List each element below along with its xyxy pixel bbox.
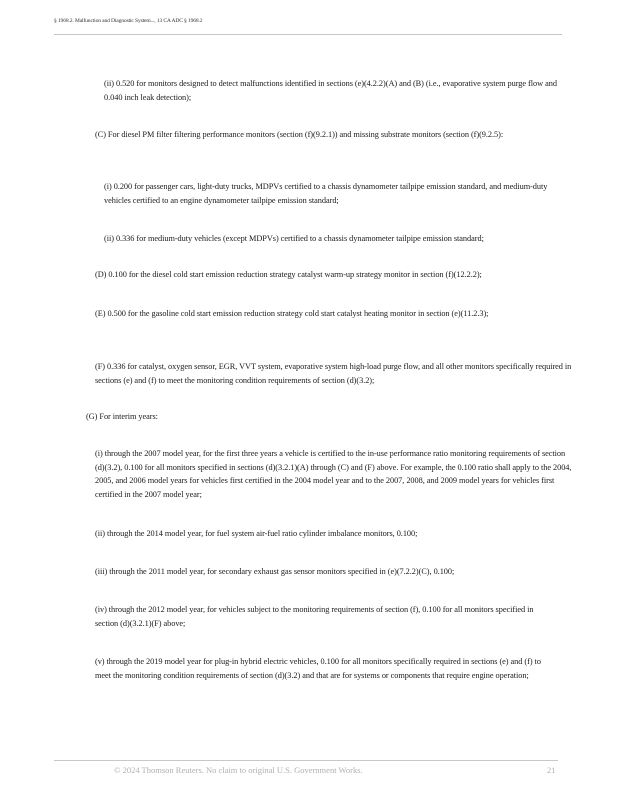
paragraph-g: (G) For interim years: [86, 412, 158, 421]
paragraph-g-i: (i) through the 2007 model year, for the first three years a vehicle is certified to the in-use performance ratio monitoring requirements of section (d)(3.2), 0.100 for all monitors specified in sections (d)(3.2.1)(A) through (C) and (F) above. For example, the 0.100 ratio shall apply to the 2004, 2005, and 2006 model years for vehicles first certified in the 2004 model year and to the 2007, 2008, and 2009 model years for vehicles first certified in the 2007 model year; [95, 449, 572, 499]
paragraph-f: (F) 0.336 for catalyst, oxygen sensor, EGR, VVT system, evaporative system high-load purge flow, and all other monitors specifically required in sections (e) and (f) to meet the monitoring condition requirements of section (d)(3.2); [95, 362, 572, 385]
header-divider [54, 34, 562, 35]
paragraph-c-i: (i) 0.200 for passenger cars, light-duty trucks, MDPVs certified to a chassis dynamometer tailpipe emission standard, and medium-duty vehicles certified to an engine dynamometer tailpipe emission standard; [104, 182, 548, 205]
paragraph-g-iii: (iii) through the 2011 model year, for secondary exhaust gas sensor monitors specified in (e)(7.2.2)(C), 0.100; [95, 567, 455, 576]
paragraph-g-iv: (iv) through the 2012 model year, for vehicles subject to the monitoring requirements of section (f), 0.100 for all monitors specified in section (d)(3.2.1)(F) above; [95, 605, 534, 628]
paragraph-d: (D) 0.100 for the diesel cold start emission reduction strategy catalyst warm-up strategy monitor in section (f)(12.2.2); [95, 270, 482, 279]
paragraph-e: (E) 0.500 for the gasoline cold start emission reduction strategy cold start catalyst heating monitor in section (e)(11.2.3); [95, 309, 489, 318]
paragraph-g-v: (v) through the 2019 model year for plug-in hybrid electric vehicles, 0.100 for all monitors specifically required in sections (e) and (f) to meet the monitoring condition requirements of section (d)(3.2) and that are for systems or components that require engine operation; [95, 657, 541, 680]
paragraph-c-ii: (ii) 0.336 for medium-duty vehicles (except MDPVs) certified to a chassis dynamometer tailpipe emission standard; [104, 234, 484, 243]
footer-divider [54, 760, 558, 761]
paragraph-b-ii: (ii) 0.520 for monitors designed to detect malfunctions identified in sections (e)(4.2.2)(A) and (B) (i.e., evaporative system purge flow and 0.040 inch leak detection); [104, 79, 557, 102]
page-number: 21 [547, 765, 556, 775]
paragraph-g-ii: (ii) through the 2014 model year, for fuel system air-fuel ratio cylinder imbalance monitors, 0.100; [95, 529, 418, 538]
running-header: § 1968.2. Malfunction and Diagnostic System..., 13 CA ADC § 1968.2 [54, 18, 203, 24]
footer-copyright: © 2024 Thomson Reuters. No claim to original U.S. Government Works. [114, 765, 363, 775]
paragraph-c: (C) For diesel PM filter filtering performance monitors (section (f)(9.2.1)) and missing substrate monitors (section (f)(9.2.5): [95, 130, 504, 139]
